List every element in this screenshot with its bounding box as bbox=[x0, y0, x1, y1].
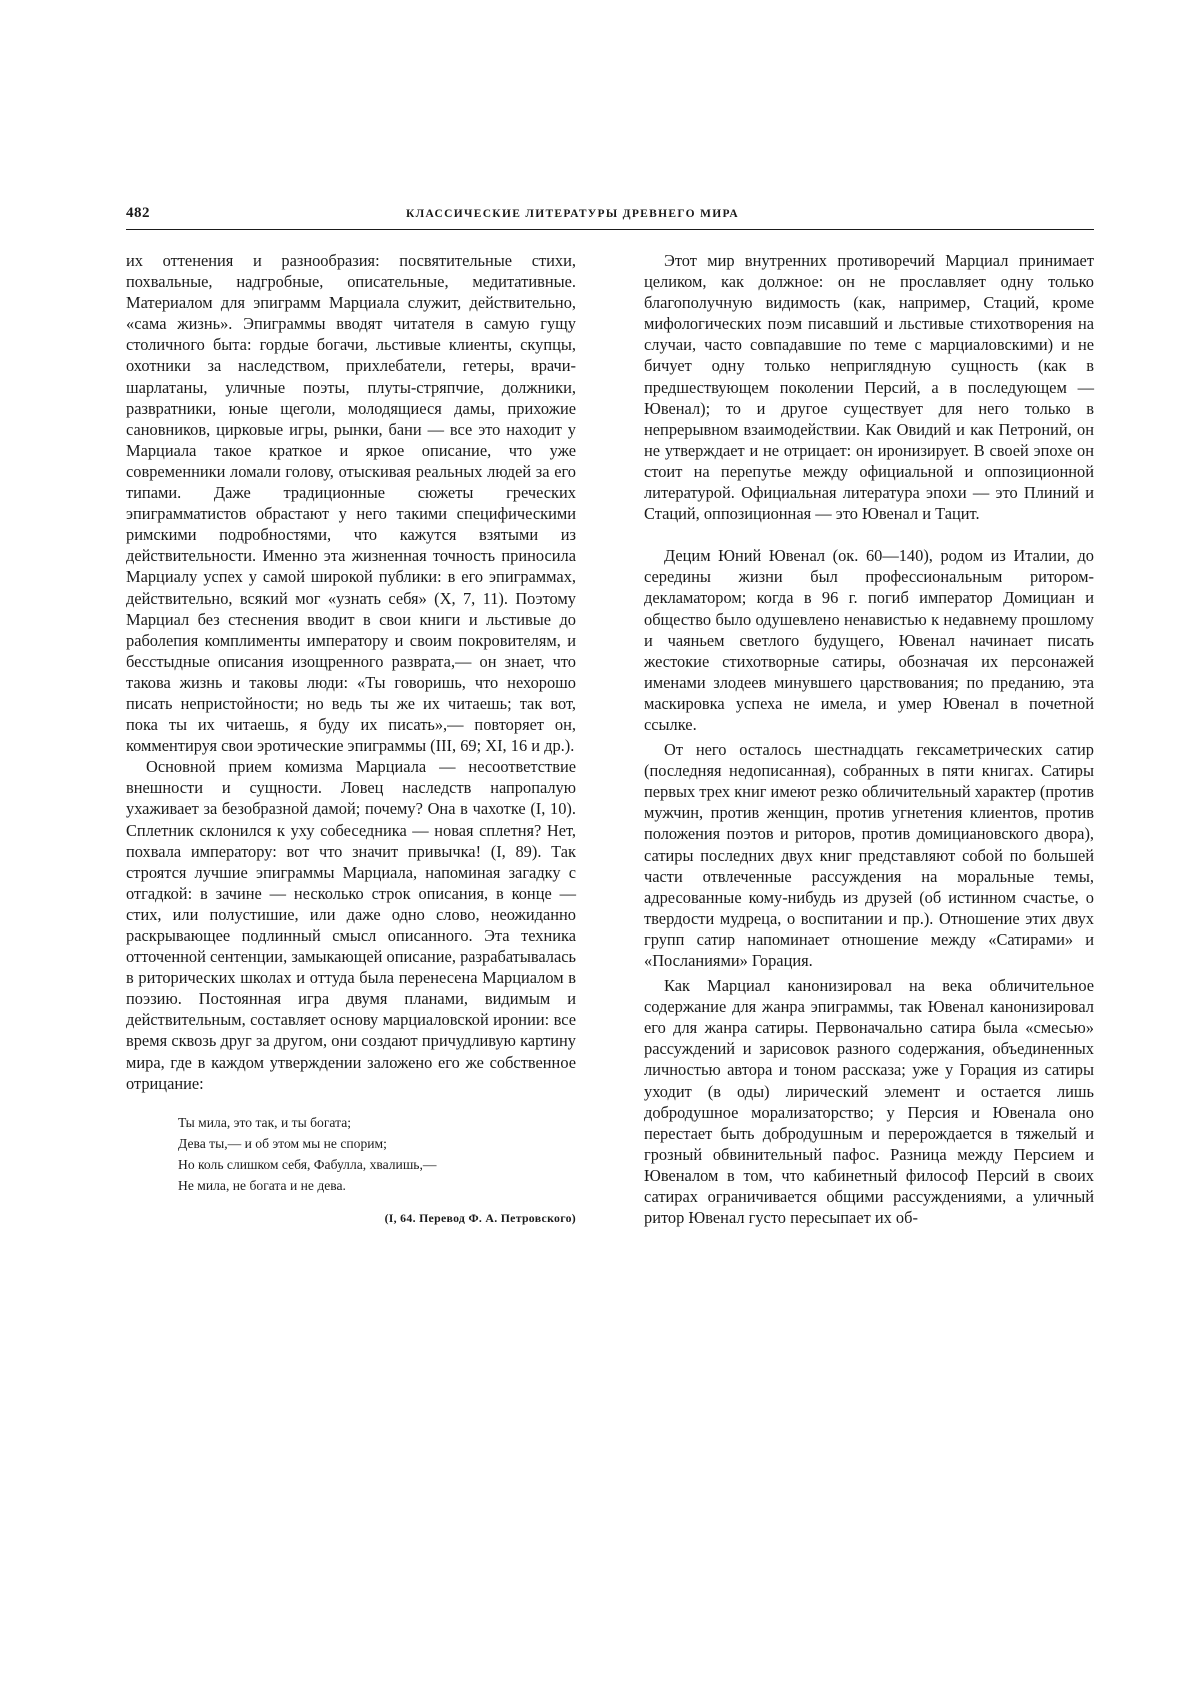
poem-attribution: (I, 64. Перевод Ф. А. Петровского) bbox=[384, 1210, 576, 1225]
paragraph: Как Марциал канонизировал на века обличительное содержание для жанра эпиграммы, так Ювенал канонизировал его для жанра сатиры. Первоначально сатира была «смесью» рассуждений и зарисовок разного содержания, объединенных личностью автора и тоном рассказа; уже у Горация из сатиры уходит (в оды) лирический элемент и остается лишь добродушное морализаторство; у Персия и Ювенала оно перестает быть добродушным и перерождается в тяжелый и грозный обвинительный пафос. Разница между Персием и Ювеналом в том, что кабинетный философ Персий в своих сатирах ограничивается общими рассуждениями, а уличный ритор Ювенал густо пересыпает их об- bbox=[644, 976, 1094, 1228]
paragraph: их оттенения и разнообразия: посвятительные стихи, похвальные, надгробные, описательные, медитативные. Материалом для эпиграмм Марциала служит, действительно, «сама жизнь». Эпиграммы вводят читателя в самую гущу столичного быта: гордые богачи, льстивые клиенты, скупцы, охотники за наследством, прихлебатели, гетеры, врачи-шарлатаны, уличные поэты, плуты-стряпчие, должники, развратники, юные щеголи, молодящиеся дамы, прихожие сановников, цирковые игры, рынки, бани — все это находит у Марциала такое краткое и яркое описание, что уже современники ломали голову, отыскивая реальных людей за его типами. Даже традиционные сюжеты греческих эпиграмматистов обрастают у него такими специфическими римскими подробностями, что кажутся взятыми из действительности. Именно эта жизненная точность приносила Марциалу успех у самой широкой публики: в его эпиграммах, действительно, всякий мог «узнать себя» (X, 7, 11). Поэтому Марциал без стеснения вводит в свои книги и льстивые до раболепия комплименты императору и своим покровителям, и бесстыдные описания изощренного разврата,— он знает, что такова жизнь и таковы люди: «Ты говоришь, что нехорошо писать непристойности; но ведь ты же их читаешь; так вот, пока ты их читаешь, я буду их писать»,— повторяет он, комментируя свои эротические эпиграммы (III, 69; XI, 16 и др.). bbox=[126, 251, 576, 756]
paragraph: Этот мир внутренних противоречий Марциал принимает целиком, как должное: он не прославляет одну только благополучную видимость (как, например, Стаций, кроме мифологических поэм писавший и льстивые стихотворения на случаи, часто совпадавшие по теме с марциаловскими) и не бичует одну только неприглядную сущность (как в предшествующем поколении Персий, а в последующем — Ювенал); то и другое существует для него только в непрерывном взаимодействии. Как Овидий и как Петроний, он не утверждает и не отрицает: он иронизирует. В своей эпохе он стоит на перепутье между официальной и оппозиционной литературой. Официальная литература эпохи — это Плиний и Стаций, оппозиционная — это Ювенал и Тацит. bbox=[644, 251, 1094, 524]
poem-quote bbox=[178, 1112, 576, 1196]
poem-line: Ты мила, это так, и ты богата; bbox=[178, 1114, 352, 1130]
poem-line: Но коль слишком себя, Фабулла, хвалишь,— bbox=[178, 1156, 437, 1172]
left-column bbox=[126, 250, 576, 1229]
page-header bbox=[126, 205, 1094, 230]
paragraph: Децим Юний Ювенал (ок. 60—140), родом из Италии, до середины жизни был профессиональным ритором-декламатором; когда в 96 г. погиб император Домициан и общество было одушевлено ненавистью к недавнему прошлому и чаяньем светлого будущего, Ювенал начинает писать жестокие стихотворные сатиры, обозначая их персонажей именами злодеев минувшего царствования; по преданию, эта маскировка успеха не имела, и умер Ювенал в почетной ссылке. bbox=[644, 546, 1094, 734]
page-number: 482 bbox=[126, 205, 150, 221]
right-column bbox=[644, 250, 1094, 1228]
poem-line: Не мила, не богата и не дева. bbox=[178, 1177, 346, 1193]
running-title: КЛАССИЧЕСКИЕ ЛИТЕРАТУРЫ ДРЕВНЕГО МИРА bbox=[406, 208, 739, 220]
paragraph: Основной прием комизма Марциала — несоответствие внешности и сущности. Ловец наследств напропалую ухаживает за безобразной дамой; почему? Она в чахотке (I, 10). Сплетник склонился к уху собеседника — новая сплетня? Нет, похвала императору: вот что значит привычка! (I, 89). Так строятся лучшие эпиграммы Марциала, напоминая загадку с отгадкой: в зачине — несколько строк описания, в конце — стих, или полустишие, или даже одно слово, неожиданно раскрывающее подлинный смысл описанного. Эта техника отточенной сентенции, замыкающей описание, разрабатывалась в риторических школах и оттуда была перенесена Марциалом в поэзию. Постоянная игра двумя планами, видимым и действительным, составляет основу марциаловской иронии: все время сквозь друг за другом, они создают причудливую картину мира, где в каждом утверждении заложено его же собственное отрицание: bbox=[126, 757, 576, 1093]
paragraph: От него осталось шестнадцать гексаметрических сатир (последняя недописанная), собранных в пяти книгах. Сатиры первых трех книг имеют резко обличительный характер (против мужчин, против женщин, против угнетения клиентов, против положения поэтов и риторов, против домициановского двора), сатиры последних двух книг представляют собой по большей части отвлеченные рассуждения на моральные темы, адресованные кому-нибудь из друзей (об истинном счастье, о твердости мудреца, о воспитании и пр.). Отношение этих двух групп сатир напоминает отношение между «Сатирами» и «Посланиями» Горация. bbox=[644, 740, 1094, 970]
poem-line: Дева ты,— и об этом мы не спорим; bbox=[178, 1135, 387, 1151]
